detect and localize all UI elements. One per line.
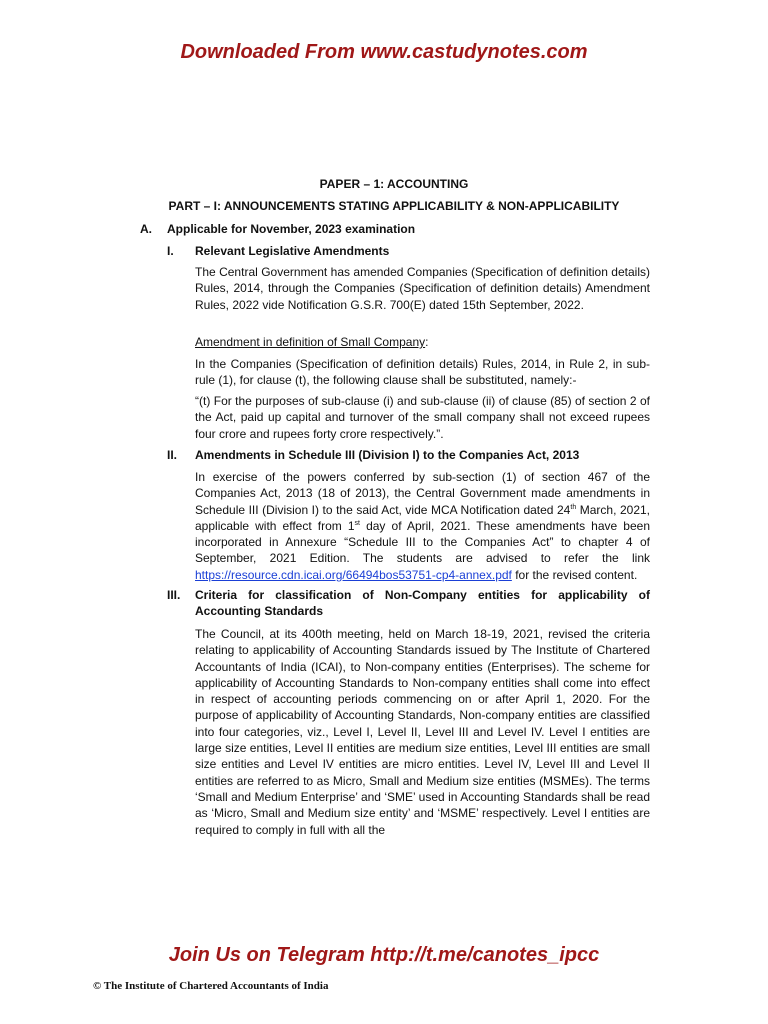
section-1-title: Relevant Legislative Amendments	[195, 244, 390, 258]
header-banner: Downloaded From www.castudynotes.com	[180, 41, 588, 63]
section-1-paragraph-1: The Central Government has amended Companies (Specification of definition details) Rules, 2014, through the Companies (Specification of definition details) Amendment Rules, 2022 vide Notification G.S.R. 700(E) dated 15th September, 2022.	[195, 265, 650, 312]
copyright-notice: © The Institute of Chartered Accountants of India	[93, 980, 329, 992]
small-company-subheading-text: Amendment in definition of Small Company	[195, 335, 426, 349]
section-2-text-a: In exercise of the powers conferred by sub-section (1) of section 467 of the Companies Act, 2013 (18 of 2013), the Central Government made amendments in Schedule III (Division I) to the said Act, vide MCA Notification dated 24	[195, 470, 650, 517]
section-2-text-b: March, 2021, applicable with effect from 1	[195, 502, 651, 533]
small-company-subheading-colon: :	[425, 335, 429, 349]
section-3-marker: III.	[167, 588, 181, 602]
section-2-paragraph	[195, 469, 650, 583]
section-a-title: Applicable for November, 2023 examination	[167, 222, 416, 236]
paper-title: PAPER – 1: ACCOUNTING	[319, 177, 469, 191]
section-2-title: Amendments in Schedule III (Division I) to the Companies Act, 2013	[195, 448, 580, 462]
section-3-title: Criteria for classification of Non-Company entities for applicability of Accounting Standards	[195, 588, 650, 619]
section-2-text-c: day of April, 2021. These amendments have been incorporated in Annexure “Schedule III to the Companies Act” to chapter 4 of September, 2021 Edition. The students are advised to refer the link	[195, 518, 650, 566]
section-1-paragraph-2: In the Companies (Specification of definition details) Rules, 2014, in Rule 2, in sub-rule (1), for clause (t), the following clause shall be substituted, namely:-	[195, 357, 650, 388]
section-a-marker: A.	[140, 222, 152, 236]
part-title: PART – I: ANNOUNCEMENTS STATING APPLICABILITY & NON-APPLICABILITY	[168, 199, 620, 213]
section-2-marker: II.	[167, 448, 178, 462]
annexure-link[interactable]: https://resource.cdn.icai.org/66494bos53751-cp4-annex.pdf	[195, 567, 512, 582]
superscript-st: st	[354, 519, 360, 527]
section-3-paragraph: The Council, at its 400th meeting, held on March 18-19, 2021, revised the criteria relating to applicability of Accounting Standards issued by The Institute of Chartered Accountants of India (ICAI), to Non-company entities (Enterprises). The scheme for applicability of Accounting Standards to Non-company entities shall come into effect in respect of accounting periods commencing on or after April 1, 2020. For the purpose of applicability of Accounting Standards, Non-company entities are classified into four categories, viz., Level I, Level II, Level III and Level IV. Level I entities are large size entities, Level II entities are medium size entities, Level III entities are small size entities and Level IV entities are micro entities. Level IV, Level III and Level II entities are referred to as Micro, Small and Medium size entities (MSMEs). The terms ‘Small and Medium Enterprise’ and ‘SME’ used in Accounting Standards shall be read as ‘Micro, Small and Medium size entity’ and ‘MSME’ respectively. Level I entities are required to comply in full with all the	[195, 627, 650, 837]
section-1-paragraph-3: “(t) For the purposes of sub-clause (i) and sub-clause (ii) of clause (85) of section 2 of the Act, paid up capital and turnover of the small company shall not exceed rupees four crore and rupees forty crore respectively.”.	[195, 394, 650, 441]
section-1-marker: I.	[167, 244, 174, 258]
section-2-text-d: for the revised content.	[511, 567, 638, 582]
superscript-th: th	[570, 503, 577, 511]
small-company-subheading	[195, 334, 650, 350]
footer-banner: Join Us on Telegram http://t.me/canotes_ipcc	[168, 944, 600, 966]
